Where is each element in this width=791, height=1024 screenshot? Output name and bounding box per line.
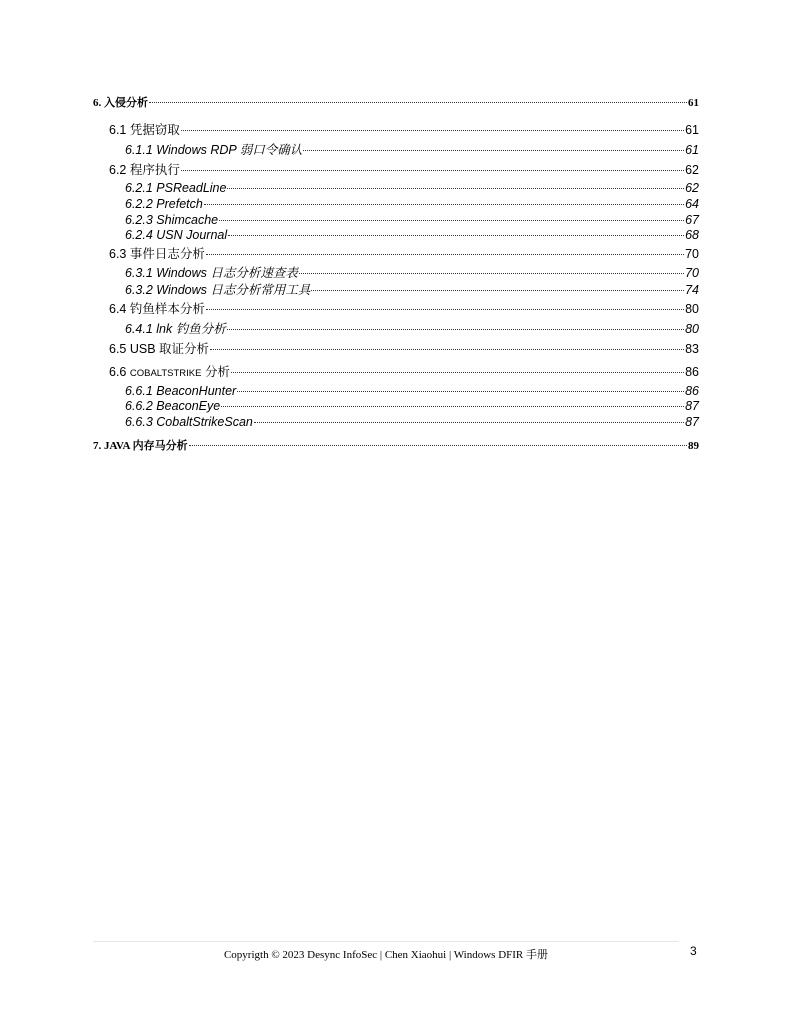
toc-page: 80: [685, 322, 699, 336]
toc-label: 6.2.1 PSReadLine: [125, 181, 227, 195]
leader-dots: [237, 391, 684, 392]
leader-dots: [206, 254, 684, 255]
leader-dots: [303, 150, 684, 151]
toc-label: 6.6.2 BeaconEye: [125, 399, 221, 413]
toc-label-prefix: 6.6: [109, 365, 130, 379]
leader-dots: [254, 422, 684, 423]
leader-dots: [189, 445, 687, 446]
toc-entry-6-4[interactable]: [109, 301, 699, 317]
toc-label-suffix: 分析: [201, 365, 230, 379]
page-number: 3: [690, 944, 697, 958]
toc-entry-6-1[interactable]: [109, 122, 699, 138]
toc-entry-6-3[interactable]: [109, 246, 699, 262]
toc-entry-6-2-2[interactable]: [125, 196, 699, 212]
toc-entry-6-6[interactable]: [109, 364, 699, 380]
toc-entry-6-3-2[interactable]: [125, 282, 699, 298]
footer-divider: [93, 941, 679, 942]
toc-label: 6.2.4 USN Journal: [125, 228, 228, 242]
toc-page: 80: [685, 302, 699, 316]
toc-page: 86: [685, 365, 699, 379]
toc-entry-6-5[interactable]: [109, 341, 699, 357]
toc-entry-6[interactable]: [93, 95, 699, 111]
leader-dots: [204, 204, 684, 205]
leader-dots: [219, 220, 684, 221]
toc-label: 6.3 事件日志分析: [109, 247, 205, 261]
leader-dots: [181, 130, 684, 131]
toc-label-smallcaps: COBALTSTRIKE: [129, 368, 202, 379]
page-footer: Copyrigth © 2023 Desync InfoSec | Chen Xiaohui | Windows DFIR 手册: [223, 949, 549, 961]
toc-label: 6.3.1 Windows 日志分析速查表: [125, 266, 298, 280]
toc-label: 6.2 程序执行: [109, 163, 180, 177]
leader-dots: [181, 170, 684, 171]
leader-dots: [221, 406, 684, 407]
leader-dots: [231, 372, 684, 373]
toc-label: 6.2.2 Prefetch: [125, 197, 203, 211]
toc-entry-6-1-1[interactable]: [125, 142, 699, 158]
toc-label: 6.6.3 CobaltStrikeScan: [125, 415, 253, 429]
toc-page: 74: [685, 283, 699, 297]
toc-entry-7[interactable]: [93, 438, 699, 454]
toc-entry-6-2[interactable]: [109, 162, 699, 178]
toc-label: [109, 364, 230, 382]
toc-page: 83: [685, 342, 699, 356]
leader-dots: [299, 273, 684, 274]
leader-dots: [227, 188, 684, 189]
leader-dots: [228, 235, 684, 236]
toc-page: 87: [685, 415, 699, 429]
toc-page: 61: [688, 97, 699, 109]
toc-label: 6.3.2 Windows 日志分析常用工具: [125, 283, 311, 297]
toc-label: 6.1 凭据窃取: [109, 123, 180, 137]
toc-entry-6-3-1[interactable]: [125, 265, 699, 281]
toc-page: 70: [685, 266, 699, 280]
toc-label: 6.4 钓鱼样本分析: [109, 302, 205, 316]
toc-label: 6.1.1 Windows RDP 弱口令确认: [125, 143, 303, 157]
toc-entry-6-2-3[interactable]: [125, 212, 699, 228]
leader-dots: [206, 309, 684, 310]
toc-label: 6.4.1 lnk 钓鱼分析: [125, 322, 226, 336]
leader-dots: [210, 349, 684, 350]
toc-label: 6.2.3 Shimcache: [125, 213, 219, 227]
toc-page: 67: [685, 213, 699, 227]
toc-page: 68: [685, 228, 699, 242]
toc-page: 62: [685, 181, 699, 195]
toc-entry-6-6-1[interactable]: [125, 383, 699, 399]
toc-page: 62: [685, 163, 699, 177]
toc-page: 64: [685, 197, 699, 211]
toc-page: 86: [685, 384, 699, 398]
toc-page: 61: [685, 123, 699, 137]
toc-label: 6.6.1 BeaconHunter: [125, 384, 237, 398]
toc-label: 7. JAVA 内存马分析: [93, 440, 188, 452]
toc-entry-6-4-1[interactable]: [125, 321, 699, 337]
toc-label: 6.5 USB 取证分析: [109, 342, 210, 356]
leader-dots: [311, 290, 684, 291]
toc-entry-6-2-1[interactable]: [125, 180, 699, 196]
toc-entry-6-6-2[interactable]: [125, 398, 699, 414]
toc-page: 61: [685, 143, 699, 157]
leader-dots: [149, 102, 687, 103]
toc-entry-6-2-4[interactable]: [125, 227, 699, 243]
toc-page: 70: [685, 247, 699, 261]
toc-label: 6. 入侵分析: [93, 97, 148, 109]
toc-page: 87: [685, 399, 699, 413]
leader-dots: [227, 329, 684, 330]
toc-entry-6-6-3[interactable]: [125, 414, 699, 430]
toc-page: 89: [688, 440, 699, 452]
